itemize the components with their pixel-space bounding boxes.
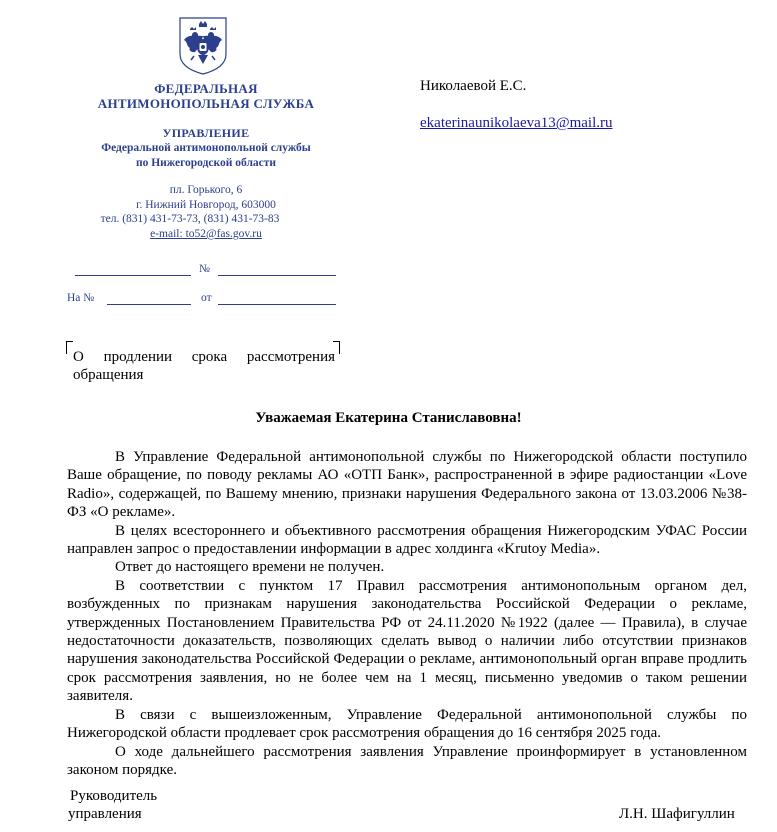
ref-number-line (107, 304, 191, 305)
dept-line3: по Нижегородской области (135, 157, 277, 169)
dept-line1: УПРАВЛЕНИЕ (162, 126, 250, 140)
paragraph-3: Ответ до настоящего времени не получен. (115, 559, 385, 576)
outgoing-number-line (218, 275, 336, 276)
phone-line: тел. (831) 431-73-73, (831) 431-73-83 (100, 213, 280, 225)
email-line: e-mail: to52@fas.gov.ru (150, 228, 262, 240)
signatory-title-line2: управления (68, 806, 142, 822)
paragraph-2: В целях всестороннего и объективного рассмотрения обращения Нижегородским УФАС России направлен запрос о предоставлении информации в адрес холдинга «Krutoy Media». (67, 522, 747, 558)
ref-date-label: от (201, 292, 212, 304)
address-line2: г. Нижний Новгород, 603000 (136, 199, 276, 211)
paragraph-6: О ходе дальнейшего рассмотрения заявления Управление проинформирует в установленном законом порядке. (67, 743, 747, 778)
address-line1: пл. Горького, 6 (169, 184, 243, 196)
ref-number-label: На № (67, 292, 95, 304)
signatory-name: Л.Н. Шафигуллин (619, 806, 735, 822)
subject-bracket-left (66, 341, 73, 354)
org-name-line2: АНТИМОНОПОЛЬНАЯ СЛУЖБА (97, 96, 315, 111)
subject-line1: О продлении срока рассмотрения (73, 349, 335, 365)
subject-line2: обращения (73, 367, 144, 383)
ref-date-line (218, 304, 336, 305)
signatory-title-line1: Руководитель (70, 788, 158, 804)
greeting: Уважаемая Екатерина Станиславовна! (255, 410, 522, 426)
letter-body (67, 448, 747, 779)
paragraph-4: В соответствии с пунктом 17 Правил рассмотрения антимонопольным органом дел, возбужденных по признакам нарушения законодательства Российской Федерации о рекламе, утвержденных Постановлением Правительства РФ от 24.11.2020 №1922 (далее — Правила), в случае недостаточности доказательств, позволяющих сделать вывод о наличии либо отсутствии признаков нарушения законодательства Российской Федерации о рекламе, антимонопольный орган вправе продлить срок рассмотрения заявления, но не более чем на 1 месяц, письменно уведомив о таком решении заявителя. (67, 577, 747, 705)
paragraph-5: В связи с вышеизложенным, Управление Федеральной антимонопольной службы по Нижегородской области продлевает срок рассмотрения обращения до 16 сентября 2025 года. (67, 706, 747, 742)
outgoing-date-line (75, 275, 191, 276)
org-name-line1: ФЕДЕРАЛЬНАЯ (154, 81, 258, 96)
recipient-name: Николаевой Е.С. (420, 78, 527, 94)
number-sign: № (199, 263, 210, 275)
emblem-icon (178, 16, 228, 76)
paragraph-1: В Управление Федеральной антимонопольной службы по Нижегородской области поступило Ваше обращение, по поводу рекламы АО «ОТП Банк», распространенной в эфире радиостанции «Love Radio», содержащей, по Вашему мнению, признаки нарушения Федерального закона от 13.03.2006 №38-ФЗ «О рекламе». (67, 449, 747, 521)
recipient-email-link[interactable]: ekaterinaunikolaeva13@mail.ru (420, 115, 613, 131)
dept-line2: Федеральной антимонопольной службы (101, 142, 311, 154)
